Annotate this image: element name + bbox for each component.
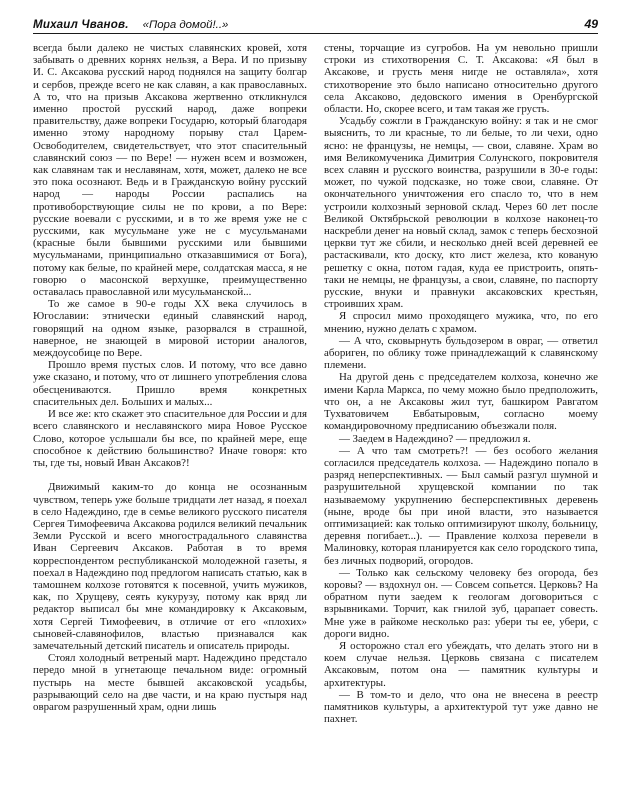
page-number: 49 bbox=[584, 17, 598, 31]
paragraph: — В том-то и дело, что она не внесена в реестр памятников культуры, а архитектурой тут уже давно не пахнет. bbox=[324, 688, 598, 726]
paragraph: И все же: кто скажет это спасительное для России и для всего славянского и неславянского мира Новое Русское Слово, которое услышали бы все, по крайней мере, еще способное к действию большинство? Иначе говоря: кто ты, где ты, новый Иван Аксаков?! bbox=[33, 408, 307, 469]
text-column-right bbox=[324, 42, 598, 725]
text-column-left bbox=[33, 42, 307, 713]
paragraph: — Только как сельскому человеку без огорода, без коровы? — вздохнул он. — Совсем сопьется. Церковь? На обратном пути заедем к геологам договориться с взрывниками. Торчит, как гнилой зуб, царапает совесть. Мне уже в райкоме несколько раз: убери ты ее, убери, с дороги видно. bbox=[324, 566, 598, 640]
paragraph: — А что там смотреть?! — без особого желания согласился председатель колхоза. — Надеждино попало в разряд неперспективных. — Был самый разгул шумной и разрушительной хрущевской компании по так называемому укрупнению бесперспективных деревень (ныне, вроде бы при иной власти, это называется оптимизацией: как только оптимизируют школу, больницу, деревня погибает...). — Правление колхоза перевели в Малиновку, которая планируется как село городского типа, без личных подворий, огородов. bbox=[324, 444, 598, 567]
paragraph: Стоял холодный ветреный март. Надеждино предстало передо мной в угнетающе печальном виде: огромный пустырь на месте бывшей аксаковской усадьбы, разрывающий село на две части, и на краю пустыря над оврагом разрушенный храм, одни лишь bbox=[33, 652, 307, 713]
paragraph: стены, торчащие из сугробов. На ум невольно пришли строки из стихотворения С. Т. Аксакова: «Я был в Аксакове, и грусть меня нигде не оставляла», хотя стихотворение это было написано относительно другого села Аксаково, дедовского имения в Оренбургской области. Но, скорее всего, и там такая же грусть. bbox=[324, 42, 598, 116]
paragraph: — А что, сковырнуть бульдозером в овраг, — ответил абориген, по облику тоже принадлежащий к славянскому племени. bbox=[324, 334, 598, 372]
paragraph: То же самое в 90-е годы XX века случилось в Югославии: этнически единый славянский народ, говорящий на одном языке, разорвался в страшной, наверное, не знающей в мировой истории аналогов, междоусобице по Вере. bbox=[33, 298, 307, 360]
paragraph: На другой день с председателем колхоза, конечно же имени Карла Маркса, по чему можно было предположить, что он, а не Аксаковы жил тут, башкиром Равгатом Тухватовичем Евбатыровым, согласно моему командировочному предписанию объезжали поля. bbox=[324, 371, 598, 433]
two-column-body bbox=[33, 42, 598, 790]
running-head-title: «Пора домой!..» bbox=[142, 19, 229, 31]
paragraph: Движимый каким-то до конца не осознанным чувством, теперь уже больше тридцати лет назад, я поехал в село Надеждино, где в семье великого русского писателя Сергея Тимофеевича Аксакова родился великий печальник Земли Русской и всего многострадального славянства Иван Сергеевич Аксаков. Работая в то время корреспондентом республиканской молодежной газеты, я поехал в Надеждино под предлогом написать статью, как в тамошнем колхозе готовятся к посевной, учить мужиков, как, по Хрущеву, сеять кукурузу, потому как вряд ли редактор выписал бы мне командировку к Аксаковым, хотя Сергей Тимофеевич, в отличие от его «плохих» сыновей-славянофилов, властью признавался как замечательный детский писатель и описатель природы. bbox=[33, 481, 307, 652]
paragraph: Усадьбу сожгли в Гражданскую войну: я так и не смог выяснить, то ли красные, то ли белые, то ли чехи, одно ясно: не французы, не немцы, — свои, славяне. Храм во имя Великомученика Димитрия Солунского, покровителя всех славян и русского воинства, разрушили в 30-е годы: может, по чужой подсказке, но тоже свои, славяне. От окончательного уничтожения его спасло то, что в нем устроили колхозный зерновой склад. Через 60 лет после Великой Октябрьской революции в колхозе наконец-то наскребли денег на новый склад, замок с теперь бесхозной церкви тут же сбили, и несколько дней всей деревней ее растаскивали, кто доску, кто лист железа, кто кованую решетку с окна, потом гадая, куда ее пристроить, опять-таки не немцы, не французы, а свои, славяне, по паспорту русские, внуки и правнуки аксаковских крестьян, строивших храм. bbox=[324, 115, 598, 311]
paragraph: Я осторожно стал его убеждать, что делать этого ни в коем случае нельзя. Церковь связана с писателем Аксаковым, потом она — памятник культуры и архитектуры. bbox=[324, 639, 598, 689]
paragraph: Я спросил мимо проходящего мужика, что, по его мнению, нужно делать с храмом. bbox=[324, 310, 598, 335]
paragraph: всегда были далеко не чистых славянских кровей, хотя забывать о древних корнях нельзя, а Вера. И по призыву И. С. Аксакова русский народ поднялся на защиту болгар и сербов, прежде всего не как славян, а как православных. А то, что на призыв Аксакова жертвенно откликнулся именно простой русский народ, даже вопреки правительству, даже вопреки Государю, который благодаря именно этому народному порыву стал Царем-Освободителем, свидетельствует, что этот спасительный славянский союз — по Вере! — нужен всем и возможен, как славянам так и неславянам, хотя, может, далеко не все это пока осознают. Ведь и в Гражданскую войну русский народ — народы России распались на противоборствующие силы не по крови, а по Вере: русские воевали с русскими, и в то же время уже не с русскими, как мусульмане уже не с мусульманами (красные были бывшими русскими или бывшими мусульманами, принципиально отказавшимися от Бога), потому как белые, по крайней мере, солдатская масса, я не говорю о масонской верхушке, преимущественно оставалась православной или мусульманской... bbox=[33, 42, 307, 299]
paragraph: — Заедем в Надеждино? — предложил я. bbox=[339, 432, 531, 445]
running-head bbox=[33, 14, 598, 34]
running-head-author: Михаил Чванов. bbox=[33, 18, 129, 31]
paragraph: Прошло время пустых слов. И потому, что все давно уже сказано, и потому, что от лишнего употребления слова обесцениваются. Пришло время конкретных спасительных дел. Больших и малых... bbox=[33, 359, 307, 408]
